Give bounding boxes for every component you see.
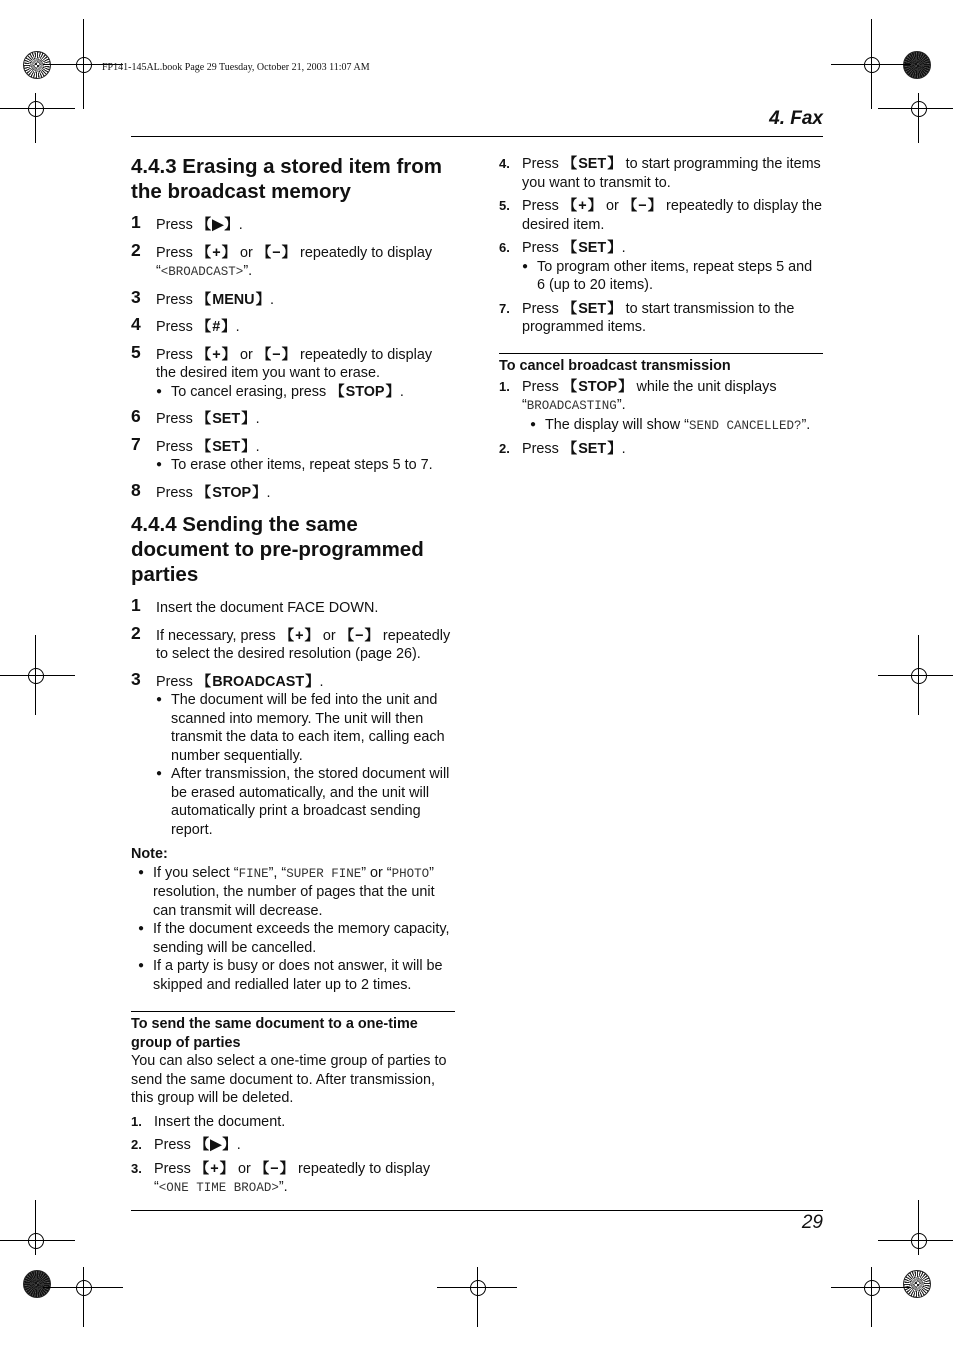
left-column <box>131 154 456 994</box>
hash-key: 【 # 】 <box>197 319 236 335</box>
one-time-step-4: 4. Press 【 SET 】 to start programming the items you want to transmit to. <box>499 155 823 192</box>
one-time-step-2: 2. Press 【 ▶ 】 . <box>131 1136 456 1155</box>
step-number: 1 <box>131 212 141 232</box>
erase-step-5: 5 Press 【 + 】 or 【 − 】 repeatedly to display the desired item you want to erase. ● To cancel erasing, press 【 STOP 】 . <box>131 346 456 402</box>
erase-step-6: 6 Press 【 SET 】 . <box>131 410 456 429</box>
plus-key: 【 + 】 <box>197 347 236 363</box>
plus-key: 【 + 】 <box>197 245 236 261</box>
step-number: 3 <box>131 286 141 307</box>
erase-step-1: 1 Press 【 ▶ 】 . <box>131 216 456 235</box>
step-number: 2. <box>131 1137 142 1152</box>
one-time-step-5: 5. Press 【 + 】 or 【 − 】 repeatedly to display the desired item. <box>499 197 823 234</box>
display-text: <ONE TIME BROAD> <box>158 1181 279 1195</box>
erase-step-3: 3 Press 【 MENU 】 . <box>131 291 456 310</box>
set-key: 【 SET 】 <box>563 240 622 256</box>
chapter-title: 4. Fax <box>769 108 823 129</box>
note-item: ● If the document exceeds the memory capacity, sending will be cancelled. <box>138 920 456 957</box>
note-item: ● If you select “FINE”, “SUPER FINE” or “PHOTO” resolution, the number of pages that the unit can transmit will decrease. <box>138 864 456 921</box>
step-number: 1. <box>131 1113 142 1129</box>
step-number: 1 <box>131 595 141 615</box>
send-step-1: 1 Insert the document FACE DOWN. <box>131 595 379 616</box>
cancel-broadcast-section <box>499 357 823 459</box>
step-number: 6 <box>131 406 141 426</box>
step-number: 2 <box>131 239 141 260</box>
footer-rule <box>131 1210 823 1211</box>
page-number: 29 <box>801 1212 823 1233</box>
step-number: 7 <box>131 433 141 454</box>
step-number: 3 <box>131 668 141 689</box>
section-heading-send: 4.4.4 Sending the same document to pre-programmed parties <box>131 513 424 586</box>
registration-star-icon <box>23 51 51 79</box>
set-key: 【 SET 】 <box>563 441 622 457</box>
step-number: 8 <box>131 479 141 500</box>
step-number: 7. <box>499 300 510 316</box>
erase-step-4: 4 Press 【 # 】 . <box>131 318 456 337</box>
erase-step-2: 2 Press 【 + 】 or 【 − 】 repeatedly to display “<BROADCAST>”. <box>131 244 456 282</box>
subsection-rule <box>131 1011 455 1012</box>
one-time-step-7: 7. Press 【 SET 】 to start transmission to the programmed items. <box>499 300 823 337</box>
step-number: 4. <box>499 156 510 171</box>
right-arrow-key: 【 ▶ 】 <box>195 1137 237 1153</box>
stop-key: 【 STOP 】 <box>330 384 400 400</box>
plus-key: 【 + 】 <box>563 198 602 214</box>
header-rule <box>131 136 823 137</box>
subsection-body: You can also select a one-time group of parties to send the same document to. After transmission, this group will be deleted. <box>131 1053 447 1106</box>
bullet-item: ● After transmission, the stored document will be erased automatically, and the unit will automatically print a broadcast sending report. <box>156 765 456 839</box>
registration-star-icon <box>23 1270 51 1298</box>
step-number: 6. <box>499 240 510 255</box>
bullet-item: ● To program other items, repeat steps 5 and 6 (up to 20 items). <box>522 258 823 295</box>
minus-key: 【 − 】 <box>623 198 662 214</box>
plus-key: 【 + 】 <box>280 628 319 644</box>
plus-key: 【 + 】 <box>195 1161 234 1177</box>
display-text: <BROADCAST> <box>160 265 244 279</box>
bullet-item: ● To erase other items, repeat steps 5 to 7. <box>156 456 456 475</box>
stop-key: 【 STOP 】 <box>197 485 267 501</box>
erase-step-7: 7 Press 【 SET 】 . ● To erase other items, repeat steps 5 to 7. <box>131 438 456 475</box>
step-number: 2 <box>131 622 141 643</box>
subsection-heading: To cancel broadcast transmission <box>499 358 731 374</box>
registration-star-icon <box>903 1270 931 1298</box>
bullet-item: ● The document will be fed into the unit and scanned into memory. The unit will then transmit the data to each item, calling each number sequentially. <box>156 691 456 765</box>
right-column <box>499 150 823 337</box>
set-key: 【 SET 】 <box>197 439 256 455</box>
erase-step-8: 8 Press 【 STOP 】 . <box>131 484 456 503</box>
step-number: 4 <box>131 314 141 334</box>
cancel-step-2: 2. Press 【 SET 】 . <box>499 440 823 459</box>
step-number: 1. <box>499 378 510 394</box>
step-number: 5. <box>499 198 510 213</box>
bullet-item: ● The display will show “SEND CANCELLED?”. <box>530 416 823 436</box>
minus-key: 【 − 】 <box>257 245 296 261</box>
one-time-group-section <box>131 1015 456 1198</box>
display-text: SEND CANCELLED? <box>688 418 802 433</box>
cancel-step-1: 1. Press 【 STOP 】 while the unit displays “BROADCASTING”. ● The display will show “SEND CANCELLED?”. <box>499 378 823 436</box>
print-meta-line: FP141-145AL.book Page 29 Tuesday, October 21, 2003 11:07 AM <box>102 62 370 73</box>
note-item: ● If a party is busy or does not answer, it will be skipped and redialled later up to 2 times. <box>138 957 456 994</box>
subsection-rule <box>499 353 823 354</box>
minus-key: 【 − 】 <box>257 347 296 363</box>
one-time-step-1: 1. Insert the document. <box>131 1113 286 1130</box>
display-text: BROADCASTING <box>526 399 617 413</box>
stop-key: 【 STOP 】 <box>563 379 633 395</box>
note-label: Note: <box>131 846 168 862</box>
set-key: 【 SET 】 <box>563 156 622 172</box>
section-heading-erase: 4.4.3 Erasing a stored item from the broadcast memory <box>131 155 443 203</box>
send-step-3: 3 Press 【 BROADCAST 】 . ● The document will be fed into the unit and scanned into memory. The unit will then transmit the data to each item, calling each number sequentially. ● After transmission, the stored document will be erased automatically, and the unit will automatically print a broadcast sending report. <box>131 673 456 840</box>
menu-key: 【 MENU 】 <box>197 292 270 308</box>
registration-star-icon <box>903 51 931 79</box>
one-time-step-3: 3. Press 【 + 】 or 【 − 】 repeatedly to display “<ONE TIME BROAD>”. <box>131 1160 456 1198</box>
step-number: 3. <box>131 1160 142 1176</box>
step-number: 2. <box>499 441 510 456</box>
step-number: 5 <box>131 341 141 362</box>
minus-key: 【 − 】 <box>340 628 379 644</box>
set-key: 【 SET 】 <box>563 301 622 317</box>
send-step-2: 2 If necessary, press 【 + 】 or 【 − 】 repeatedly to select the desired resolution (page 26). <box>131 627 456 664</box>
right-arrow-key: 【 ▶ 】 <box>197 217 239 233</box>
bullet-item: ● To cancel erasing, press 【 STOP 】 . <box>156 383 456 402</box>
broadcast-key: 【 BROADCAST 】 <box>197 674 320 690</box>
subsection-heading: To send the same document to a one-time group of parties <box>131 1016 418 1051</box>
minus-key: 【 − 】 <box>255 1161 294 1177</box>
set-key: 【 SET 】 <box>197 411 256 427</box>
one-time-step-6: 6. Press 【 SET 】 . ● To program other items, repeat steps 5 and 6 (up to 20 items). <box>499 239 823 295</box>
